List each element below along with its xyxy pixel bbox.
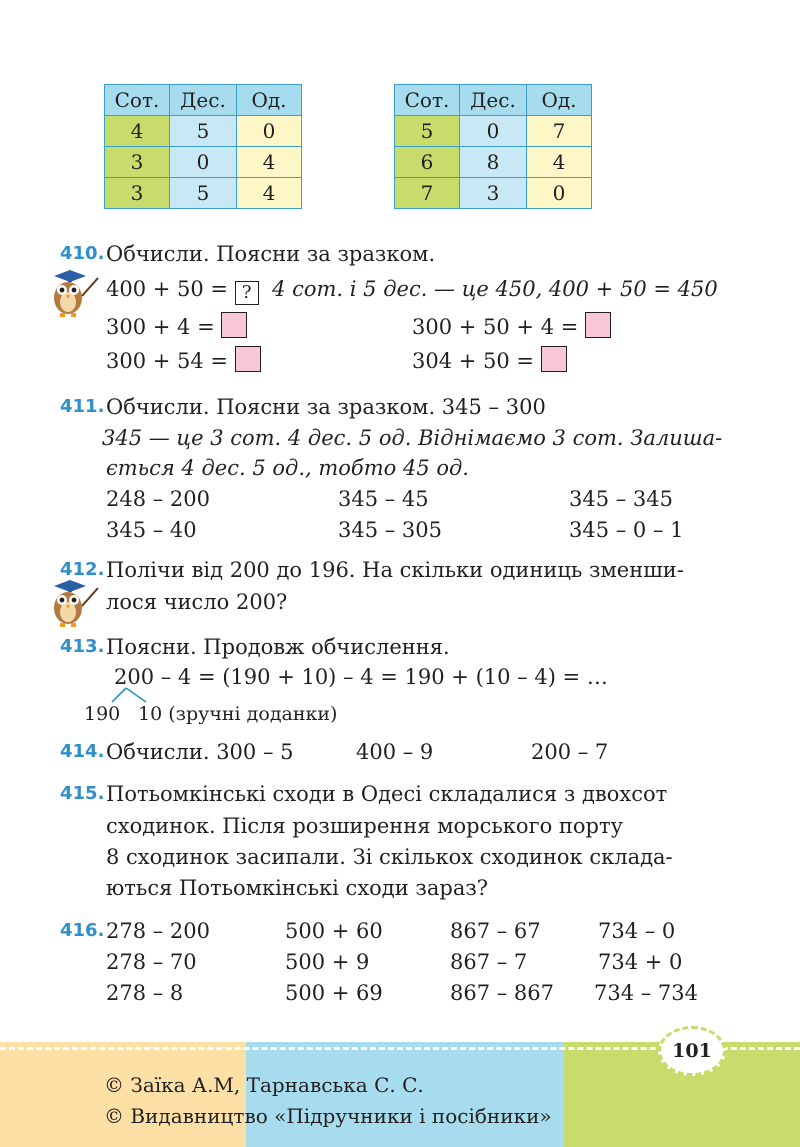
- expression-item: 345 – 0 – 1: [569, 518, 684, 542]
- exercise-number: 411.: [60, 396, 105, 417]
- expression-item: 734 – 0: [598, 919, 676, 943]
- expression-text: 300 + 4 =: [106, 315, 215, 339]
- exercise-task: Обчисли. 300 – 5: [106, 740, 294, 764]
- cell: 0: [237, 116, 302, 147]
- expression-text: 304 + 50 =: [412, 349, 535, 373]
- expression-item: 500 + 9: [285, 950, 370, 974]
- expression-item: [412, 346, 567, 374]
- answer-box[interactable]: [221, 312, 247, 338]
- expression: 200 – 4 = (190 + 10) – 4 = 190 + (10 – 4) = …: [114, 665, 608, 689]
- place-value-table-2: [394, 84, 592, 209]
- owl-teacher-icon: [46, 266, 102, 322]
- cell: 4: [105, 116, 170, 147]
- expression-item: 734 + 0: [598, 950, 683, 974]
- expression-text: 300 + 50 + 4 =: [412, 315, 579, 339]
- explanation-line: ється 4 дес. 5 од., тобто 45 од.: [106, 456, 469, 480]
- exercise-number: 415.: [60, 783, 105, 804]
- answer-box[interactable]: [541, 346, 567, 372]
- expression-item: 867 – 867: [450, 981, 555, 1005]
- expression-item: 734 – 734: [594, 981, 699, 1005]
- expression-item: 248 – 200: [106, 487, 211, 511]
- header-units: Од.: [237, 85, 302, 116]
- expression-item: 500 + 60: [285, 919, 383, 943]
- cell: 3: [105, 147, 170, 178]
- explanation-line: 345 — це 3 сот. 4 дес. 5 од. Віднімаємо 3 сот. Залиша-: [102, 426, 723, 450]
- exercise-text-line: лося число 200?: [106, 590, 288, 614]
- cell: 5: [170, 178, 237, 209]
- header-units: Од.: [527, 85, 592, 116]
- answer-box[interactable]: [235, 346, 261, 372]
- answer-box[interactable]: [585, 312, 611, 338]
- place-value-table-1: [104, 84, 302, 209]
- exercise-text-line: ються Потьомкінські сходи зараз?: [106, 876, 489, 900]
- expression-item: 500 + 69: [285, 981, 383, 1005]
- expression-text: 300 + 54 =: [106, 349, 229, 373]
- copyright-authors: © Заїка А.М, Тарнавська С. С.: [104, 1073, 424, 1097]
- header-hundreds: Сот.: [395, 85, 460, 116]
- cell: 4: [237, 178, 302, 209]
- expression-item: [106, 312, 247, 340]
- expression-item: 345 – 345: [569, 487, 674, 511]
- exercise-number: 413.: [60, 636, 105, 657]
- sample-row: [106, 276, 718, 305]
- exercise-task: Обчисли. Поясни за зразком.: [106, 242, 436, 266]
- split-left: 190: [84, 703, 121, 725]
- header-hundreds: Сот.: [105, 85, 170, 116]
- sample-explanation: 4 сот. і 5 дес. — це 450, 400 + 50 = 450: [272, 277, 718, 301]
- owl-teacher-icon: [46, 576, 102, 632]
- cell: 6: [395, 147, 460, 178]
- page-number: 101: [658, 1026, 726, 1076]
- header-tens: Дес.: [170, 85, 237, 116]
- cell: 4: [237, 147, 302, 178]
- exercise-text-line: 8 сходинок засипали. Зі скількох сходинок склада-: [106, 845, 673, 869]
- exercise-text-line: Потьомкінські сходи в Одесі складалися з двохсот: [106, 782, 668, 806]
- expression-item: 867 – 67: [450, 919, 541, 943]
- cell: 3: [105, 178, 170, 209]
- expression-item: 345 – 305: [338, 518, 443, 542]
- question-box: ?: [235, 281, 259, 305]
- exercise-task: Обчисли. Поясни за зразком. 345 – 300: [106, 395, 546, 419]
- exercise-text-line: Полічи від 200 до 196. На скільки одиниць зменши-: [106, 558, 684, 582]
- expression-item: 400 – 9: [356, 740, 434, 764]
- cell: 5: [395, 116, 460, 147]
- expression-item: [412, 312, 611, 340]
- cell: 7: [527, 116, 592, 147]
- cell: 0: [170, 147, 237, 178]
- cell: 0: [460, 116, 527, 147]
- expression-item: 278 – 8: [106, 981, 184, 1005]
- expression-item: 278 – 200: [106, 919, 211, 943]
- exercise-task: Поясни. Продовж обчислення.: [106, 635, 450, 659]
- cell: 5: [170, 116, 237, 147]
- cell: 7: [395, 178, 460, 209]
- exercise-text-line: сходинок. Після розширення морського порту: [106, 814, 623, 838]
- expression-item: 345 – 40: [106, 518, 197, 542]
- header-tens: Дес.: [460, 85, 527, 116]
- expression-item: 345 – 45: [338, 487, 429, 511]
- cell: 0: [527, 178, 592, 209]
- expression-item: 200 – 7: [531, 740, 609, 764]
- cell: 3: [460, 178, 527, 209]
- expression-item: 278 – 70: [106, 950, 197, 974]
- split-right: 10 (зручні доданки): [138, 703, 338, 725]
- cell: 4: [527, 147, 592, 178]
- copyright-publisher: © Видавництво «Підручники і посібники»: [104, 1104, 552, 1128]
- sample-expression: 400 + 50 =: [106, 277, 229, 301]
- exercise-number: 414.: [60, 741, 105, 762]
- expression-item: [106, 346, 261, 374]
- exercise-number: 412.: [60, 559, 105, 580]
- cell: 8: [460, 147, 527, 178]
- exercise-number: 410.: [60, 243, 105, 264]
- expression-item: 867 – 7: [450, 950, 528, 974]
- exercise-number: 416.: [60, 920, 105, 941]
